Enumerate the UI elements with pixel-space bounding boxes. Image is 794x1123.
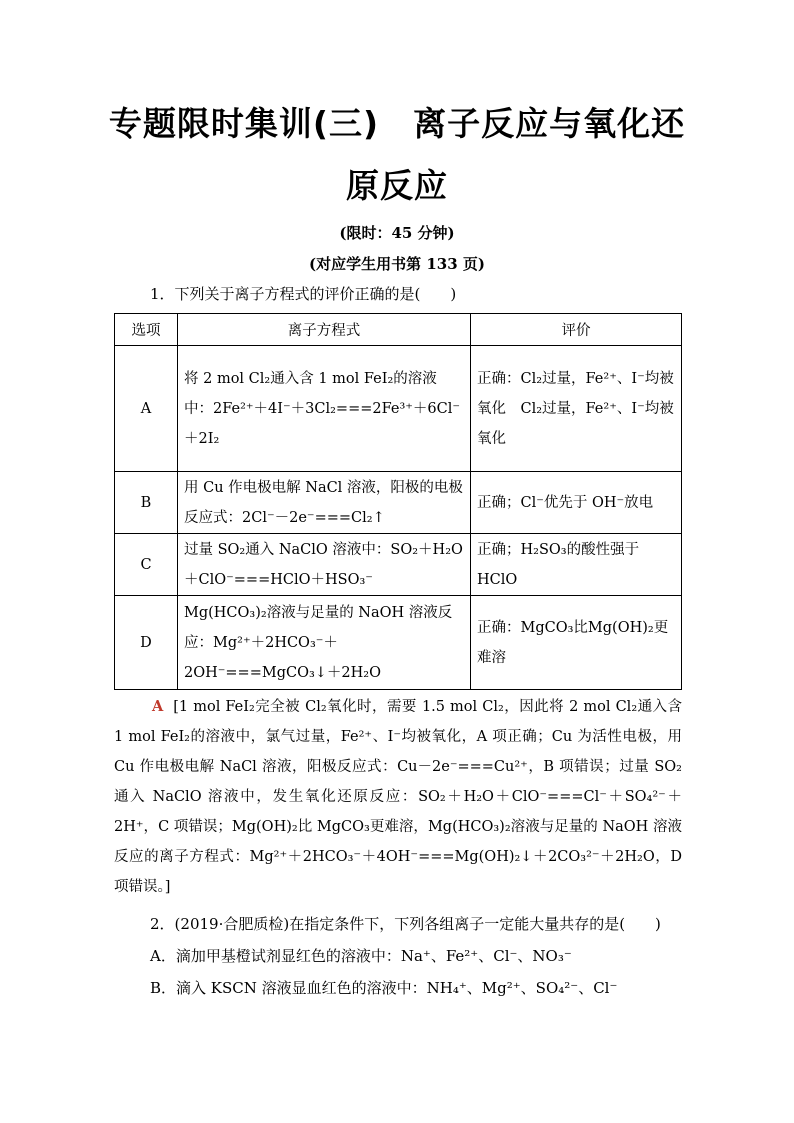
- row-option: B: [115, 472, 178, 534]
- row-equation: 用 Cu 作电极电解 NaCl 溶液，阳极的电极反应式：2Cl⁻－2e⁻===Cl₂↑: [178, 472, 471, 534]
- table-header-row: [115, 314, 682, 346]
- page-title-line2: 原反应: [346, 166, 448, 205]
- table-row: [115, 534, 682, 596]
- reference-note: (对应学生用书第 133 页): [309, 255, 485, 273]
- explanation-text: [1 mol FeI₂完全被 Cl₂氧化时，需要 1.5 mol Cl₂，因此将 2 mol Cl₂通入含 1 mol FeI₂的溶液中，氯气过量，Fe²⁺、I⁻均被氧化，A 项正确；Cu 为活性电极，用 Cu 作电极电解 NaCl 溶液，阳极反应式：Cu－2e⁻===Cu²⁺，B 项错误；过量 SO₂通入 NaClO 溶液中，发生氧化还原反应：SO₂＋H₂O＋ClO⁻===Cl⁻＋SO₄²⁻＋2H⁺，C 项错误；Mg(OH)₂比 MgCO₃更难溶，Mg(HCO₃)₂溶液与足量的 NaOH 溶液反应的离子方程式：Mg²⁺＋2HCO₃⁻＋4OH⁻===Mg(OH)₂↓＋2CO₃²⁻＋2H₂O，D 项错误。]: [114, 699, 682, 895]
- answer-key: A: [152, 698, 164, 715]
- header-option: 选项: [115, 314, 178, 346]
- row-evaluation: 正确；Cl⁻优先于 OH⁻放电: [471, 472, 682, 534]
- row-equation: Mg(HCO₃)₂溶液与足量的 NaOH 溶液反应：Mg²⁺＋2HCO₃⁻＋2OH⁻===MgCO₃↓＋2H₂O: [178, 596, 471, 690]
- row-option: A: [115, 346, 178, 472]
- row-equation: 过量 SO₂通入 NaClO 溶液中：SO₂＋H₂O＋ClO⁻===HClO＋HSO₃⁻: [178, 534, 471, 596]
- question-2-option-a: A．滴加甲基橙试剂显红色的溶液中：Na⁺、Fe²⁺、Cl⁻、NO₃⁻: [150, 947, 572, 965]
- row-equation: 将 2 mol Cl₂通入含 1 mol FeI₂的溶液中：2Fe²⁺＋4I⁻＋3Cl₂===2Fe³⁺＋6Cl⁻＋2I₂: [178, 346, 471, 472]
- row-evaluation: 正确：Cl₂过量，Fe²⁺、I⁻均被氧化 Cl₂过量，Fe²⁺、I⁻均被氧化: [471, 346, 682, 472]
- header-evaluation: 评价: [471, 314, 682, 346]
- row-evaluation: 正确：MgCO₃比Mg(OH)₂更难溶: [471, 596, 682, 690]
- answer-explanation: [114, 692, 682, 902]
- row-option: C: [115, 534, 178, 596]
- table-row: [115, 596, 682, 690]
- question-2-option-b: B．滴入 KSCN 溶液显血红色的溶液中：NH₄⁺、Mg²⁺、SO₄²⁻、Cl⁻: [150, 979, 618, 997]
- row-option: D: [115, 596, 178, 690]
- table-row: [115, 346, 682, 472]
- table-row: [115, 472, 682, 534]
- time-limit: (限时：45 分钟): [339, 224, 455, 242]
- question-2-stem: 2．(2019·合肥质检)在指定条件下，下列各组离子一定能大量共存的是( ): [150, 915, 661, 933]
- evaluation-table: [114, 313, 682, 690]
- question-1-stem: 1．下列关于离子方程式的评价正确的是( ): [150, 285, 457, 303]
- row-evaluation: 正确；H₂SO₃的酸性强于 HClO: [471, 534, 682, 596]
- page-title-line1: 专题限时集训(三) 离子反应与氧化还: [108, 104, 686, 143]
- header-equation: 离子方程式: [178, 314, 471, 346]
